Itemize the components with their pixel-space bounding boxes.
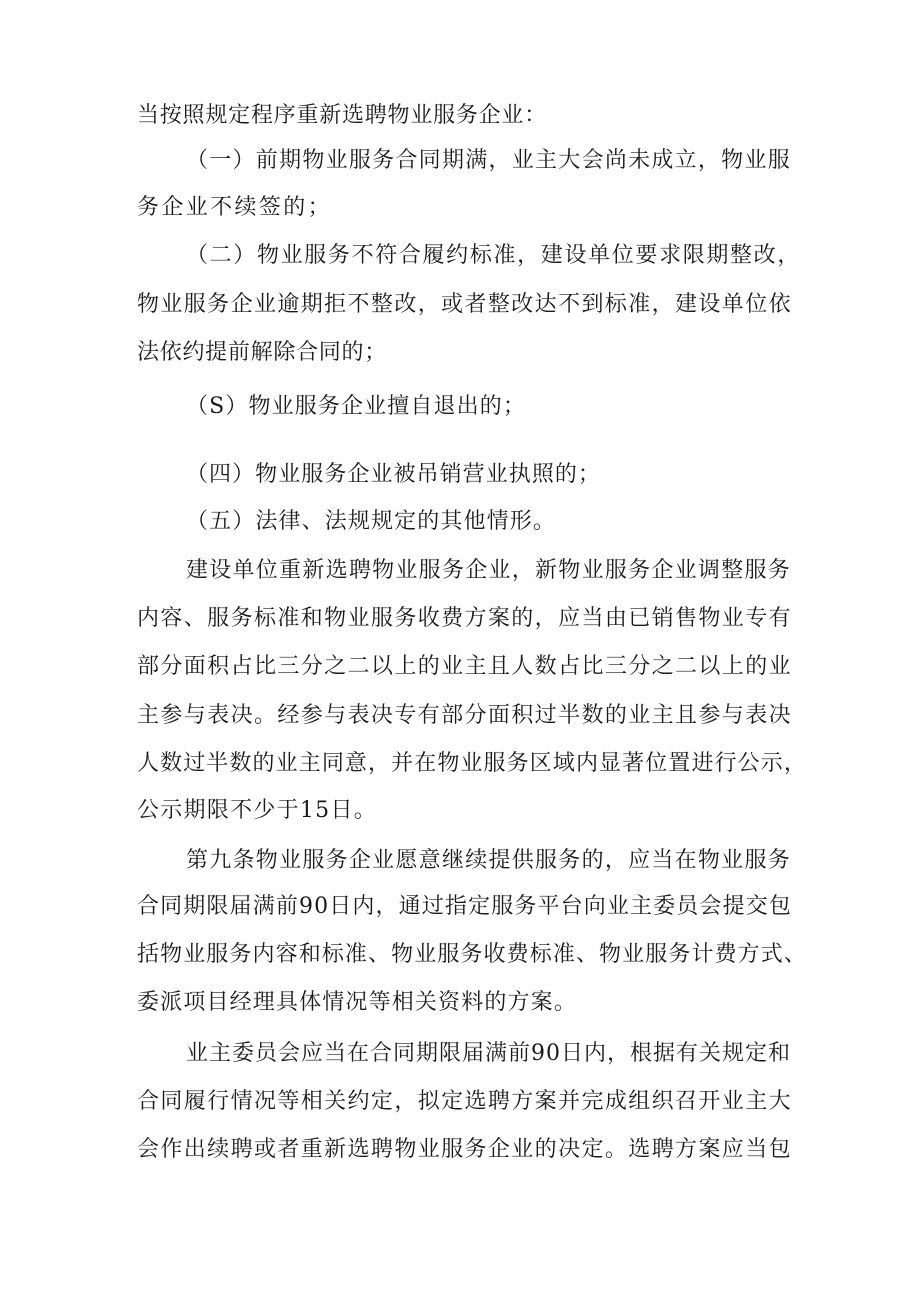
text-line: 括物业服务内容和标准、物业服务收费标准、物业服务计费方式、 [137, 942, 807, 967]
text-line: 人数过半数的业主同意，并在物业服务区域内显著位置进行公示， [137, 751, 807, 776]
text-line: 法依约提前解除合同的； [137, 340, 387, 365]
text-line: （一）前期物业服务合同期满，业主大会尚未成立，物业服 [186, 148, 791, 173]
text-line: 内容、服务标准和物业服务收费方案的，应当由已销售物业专有 [137, 606, 792, 631]
text-line: （S）物业服务企业擅自退出的； [186, 394, 526, 419]
text-line: 务企业不续签的； [137, 195, 332, 220]
text-line: 合同履行情况等相关约定，拟定选聘方案并完成组织召开业主大 [137, 1089, 792, 1114]
text-line: 公示期限不少于15日。 [137, 798, 377, 823]
text-line: （四）物业服务企业被吊销营业执照的； [186, 462, 601, 487]
text-line: 当按照规定程序重新选聘物业服务企业： [137, 103, 547, 128]
text-line: 合同期限届满前90日内，通过指定服务平台向业主委员会提交包 [137, 894, 792, 919]
text-line: 主参与表决。经参与表决专有部分面积过半数的业主且参与表决 [137, 703, 792, 728]
text-line: （二）物业服务不符合履约标准，建设单位要求限期整改， [186, 243, 801, 268]
text-line: 物业服务企业逾期拒不整改，或者整改达不到标准，建设单位依 [137, 292, 792, 317]
text-line: 委派项目经理具体情况等相关资料的方案。 [137, 990, 577, 1015]
text-line: 建设单位重新选聘物业服务企业，新物业服务企业调整服务 [186, 558, 791, 583]
text-line: 部分面积占比三分之二以上的业主且人数占比三分之二以上的业 [137, 654, 792, 679]
text-line: （五）法律、法规规定的其他情形。 [186, 509, 556, 534]
text-line: 第九条物业服务企业愿意继续提供服务的，应当在物业服务 [186, 848, 791, 873]
text-line: 业主委员会应当在合同期限届满前90日内，根据有关规定和 [186, 1041, 791, 1066]
text-line: 会作出续聘或者重新选聘物业服务企业的决定。选聘方案应当包 [137, 1137, 792, 1162]
